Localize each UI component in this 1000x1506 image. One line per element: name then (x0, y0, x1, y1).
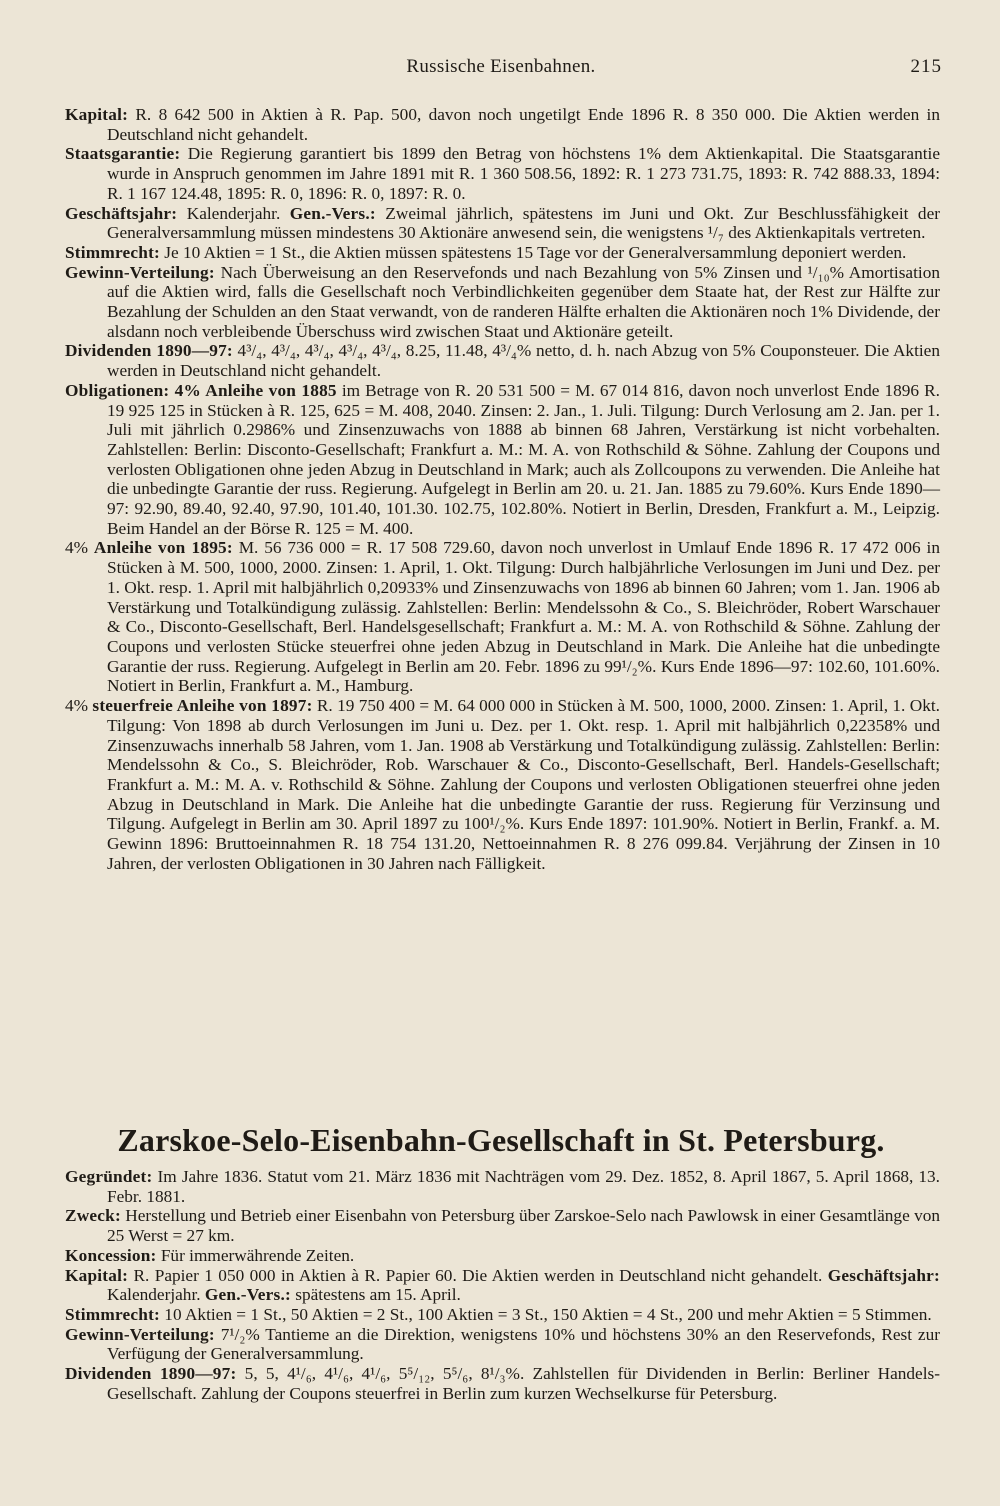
entry-kapital-zarskoe (65, 1266, 940, 1305)
entry-staatsgarantie (65, 144, 940, 203)
entry-text: 7¹/₂% Tantieme an die Direktion, wenigstens 10% und höchstens 30% an den Reservefonds, Rest zur Verfügung der Generalversammlung. (107, 1324, 940, 1364)
entry-text: Im Jahre 1836. Statut vom 21. März 1836 mit Nachträgen vom 29. Dez. 1852, 8. April 1867, 5. April 1868, 13. Febr. 1881. (107, 1167, 940, 1206)
entry-text: im Betrage von R. 20 531 500 = M. 67 014 816, davon noch unverlost Ende 1896 R. 19 925 125 in Stücken à R. 125, 625 = M. 408, 2040. Zinsen: 2. Jan., 1. Juli. Tilgung: Durch Verlosung am 2. Jan. per 1. Juli mit jährlich 0.2986% und Zinsenzuwachs von 1888 ab binnen 68 Jahren, Verstärkung ist nicht vorbehalten. Zahlstellen: Berlin: Disconto-Gesellschaft; Frankfurt a. M.: M. A. von Rothschild & Söhne. Zahlung der Coupons und verlosten Obligationen ohne jeden Abzug in Deutschland in Mark; auch als Zollcoupons zu verwenden. Die Anleihe hat die unbedingte Garantie der russ. Regierung. Aufgelegt in Berlin am 20. u. 21. Jan. 1885 zu 79.60%. Kurs Ende 1890—97: 92.90, 89.40, 92.40, 97.90, 101.40, 101.30. 102.75, 102.80%. Notiert in Berlin, Dresden, Frankfurt a. M., Leipzig. Beim Handel an der Börse R. 125 = M. 400. (107, 380, 940, 538)
section-zarskoe-selo (65, 1167, 940, 1403)
entry-label: Koncession: (65, 1245, 157, 1265)
entry-gewinn-verteilung-zarskoe (65, 1325, 940, 1364)
section-railway-details (65, 105, 940, 873)
entry-gewinn-verteilung (65, 263, 940, 342)
entry-label: Kapital: (65, 105, 129, 124)
entry-label: Anleihe von 1895: (93, 538, 233, 558)
entry-label-gen-vers: Gen.-Vers.: (289, 203, 376, 223)
entry-obligationen-1885 (65, 381, 940, 539)
entry-label: Geschäftsjahr: (65, 203, 178, 223)
entry-label: Obligationen: 4% Anleihe von 1885 (65, 380, 337, 400)
entry-zweck (65, 1206, 940, 1245)
entry-text: 10 Aktien = 1 St., 50 Aktien = 2 St., 100 Aktien = 3 St., 150 Aktien = 4 St., 200 und mehr Aktien = 5 Stimmen. (159, 1304, 932, 1324)
entry-text: Herstellung und Betrieb einer Eisenbahn von Petersburg über Zarskoe-Selo nach Pawlowsk in einer Gesamtlänge von 25 Werst = 27 km. (107, 1206, 940, 1246)
entry-text: 5, 5, 4¹/₆, 4¹/₆, 4¹/₆, 5⁵/₁₂, 5⁵/₆, 8¹/₃%. Zahlstellen für Dividenden in Berlin: Berliner Handels-Gesellschaft. Zahlung der Coupons steuerfrei in Berlin zum kurzen Wechselkurse für Petersburg. (107, 1364, 940, 1403)
entry-text-geschaeftsjahr: Kalenderjahr. (107, 1285, 205, 1305)
entry-text: R. 19 750 400 = M. 64 000 000 in Stücken à M. 500, 1000, 2000. Zinsen: 1. April, 1. Okt. Tilgung: Von 1898 ab durch Verlosungen im Juni u. Dez. per 1. Okt. resp. 1. April mit halbjährlich 0,22358% und Zinsenzuwachs innerhalb 58 Jahren, vom 1. Jan. 1908 ab Verstärkung und Totalkündigung zulässig. Zahlstellen: Berlin: Mendelssohn & Co., S. Bleichröder, Rob. Warschauer & Co., Disconto-Gesellschaft, Berl. Handels-Gesellschaft; Frankfurt a. M.: M. A. v. Rothschild & Söhne. Zahlung der Coupons und verlosten Obligationen steuerfrei ohne jeden Abzug in Deutschland in Mark. Die Anleihe hat die unbedingte Garantie der russ. Regierung für Verzinsung und Tilgung. Aufgelegt in Berlin am 30. April 1897 zu 100¹/₂%. Kurs Ende 1897: 101.90%. Notiert in Berlin, Frankf. a. M. Gewinn 1896: Bruttoeinnahmen R. 18 754 131.20, Nettoeinnahmen R. 8 276 099.84. Verjährung der Zinsen in 10 Jahren, der verlosten Obligationen in 30 Jahren nach Fälligkeit. (107, 696, 940, 873)
entry-text: Die Regierung garantiert bis 1899 den Betrag von höchstens 1% dem Aktienkapital. Die Staatsgarantie wurde in Anspruch genommen im Jahre 1891 mit R. 1 360 508.56, 1892: R. 1 273 731.75, 1893: R. 742 888.33, 1894: R. 1 167 124.48, 1895: R. 0, 1896: R. 0, 1897: R. 0. (107, 144, 940, 203)
entry-prefix: 4% (65, 538, 94, 558)
entry-label: steuerfreie Anleihe von 1897: (92, 696, 313, 716)
entry-label: Dividenden 1890—97: (65, 1364, 237, 1384)
entry-stimmrecht (65, 243, 940, 263)
section-title-zarskoe-selo: Zarskoe-Selo-Eisenbahn-Gesellschaft in St. Petersburg. (117, 1122, 885, 1158)
page-number: 215 (910, 56, 942, 77)
entry-label-geschaeftsjahr: Geschäftsjahr: (827, 1265, 940, 1285)
entry-label: Staatsgarantie: (65, 144, 181, 164)
running-header (60, 56, 942, 82)
entry-label: Gewinn-Verteilung: (65, 262, 215, 282)
entry-gegruendet (65, 1167, 940, 1206)
entry-text: Nach Überweisung an den Reservefonds und nach Bezahlung von 5% Zinsen und ¹/₁₀% Amortisation auf die Aktien wird, falls die Gesellschaft noch Verbindlichkeiten gegenüber dem Staate hat, der Rest zur Hälfte zur Bezahlung der Schulden an den Staat verwandt, von de randeren Hälfte erhalten die Aktionären noch 1% Dividende, der alsdann noch verbleibende Überschuss wird zwischen Staat und Aktionäre geteilt. (107, 262, 940, 341)
entry-text: Kalenderjahr. (177, 203, 290, 223)
entry-text: Für immerwährende Zeiten. (156, 1245, 355, 1265)
entry-anleihe-1897 (65, 696, 940, 873)
entry-text: Je 10 Aktien = 1 St., die Aktien müssen spätestens 15 Tage vor der Generalversammlung deponiert werden. (159, 242, 907, 262)
entry-label-gen-vers: Gen.-Vers.: (204, 1285, 291, 1305)
entry-stimmrecht-zarskoe (65, 1305, 940, 1325)
entry-label: Gewinn-Verteilung: (65, 1324, 215, 1344)
entry-text: 4³/₄, 4³/₄, 4³/₄, 4³/₄, 4³/₄, 8.25, 11.48, 4³/₄% netto, d. h. nach Abzug von 5% Couponsteuer. Die Aktien werden in Deutschland nicht gehandelt. (107, 341, 940, 381)
entry-text-gen-vers: spätestens am 15. April. (290, 1285, 461, 1305)
entry-dividenden (65, 341, 940, 380)
entry-text: R. 8 642 500 in Aktien à R. Pap. 500, davon noch ungetilgt Ende 1896 R. 8 350 000. Die Aktien werden in Deutschland nicht gehandelt. (107, 105, 940, 144)
entry-text-gen-vers: Zweimal jährlich, spätestens im Juni und Okt. Zur Beschlussfähigkeit der Generalversammlung müssen mindestens 30 Aktionäre anwesend sein, die wenigstens ¹/₇ des Aktienkapitals vertreten. (107, 203, 941, 243)
header-title: Russische Eisenbahnen. (406, 56, 596, 77)
entry-label: Gegründet: (65, 1167, 153, 1186)
entry-label: Stimmrecht: (65, 1304, 160, 1324)
entry-label: Stimmrecht: (65, 242, 160, 262)
entry-label: Zweck: (65, 1206, 121, 1226)
entry-label: Kapital: (65, 1265, 129, 1285)
entry-text: R. Papier 1 050 000 in Aktien à R. Papier 60. Die Aktien werden in Deutschland nicht gehandelt. (128, 1265, 828, 1285)
entry-prefix: 4% (65, 696, 93, 716)
entry-kapital (65, 105, 940, 144)
entry-koncession (65, 1246, 940, 1266)
entry-dividenden-zarskoe (65, 1364, 940, 1403)
entry-text: M. 56 736 000 = R. 17 508 729.60, davon noch unverlost in Umlauf Ende 1896 R. 17 472 006 in Stücken à M. 500, 1000, 2000. Zinsen: 1. April, 1. Okt. Tilgung: Durch halbjährliche Verlosungen im Juni und Dez. per 1. Okt. resp. 1. April mit halbjährlich 0,20933% und Zinsenzuwachs von 1896 ab binnen 60 Jahren; vom 1. Jan. 1906 ab Verstärkung und Totalkündigung zulässig. Zahlstellen: Berlin: Mendelssohn & Co., S. Bleichröder, Robert Warschauer & Co., Disconto-Gesellschaft, Berl. Handelsgesellschaft; Frankfurt a. M.: M. A. von Rothschild & Söhne. Zahlung der Coupons und verlosten Stücke steuerfrei ohne jeden Abzug in Deutschland in Mark. Die Anleihe hat die unbedingte Garantie der russ. Regierung. Aufgelegt in Berlin am 20. Febr. 1896 zu 99¹/₂%. Kurs Ende 1896—97: 102.60, 101.60%. Notiert in Berlin, Frankfurt a. M., Hamburg. (107, 538, 940, 696)
entry-geschaeftsjahr (65, 204, 940, 243)
entry-anleihe-1895 (65, 538, 940, 696)
entry-label: Dividenden 1890—97: (65, 341, 233, 361)
